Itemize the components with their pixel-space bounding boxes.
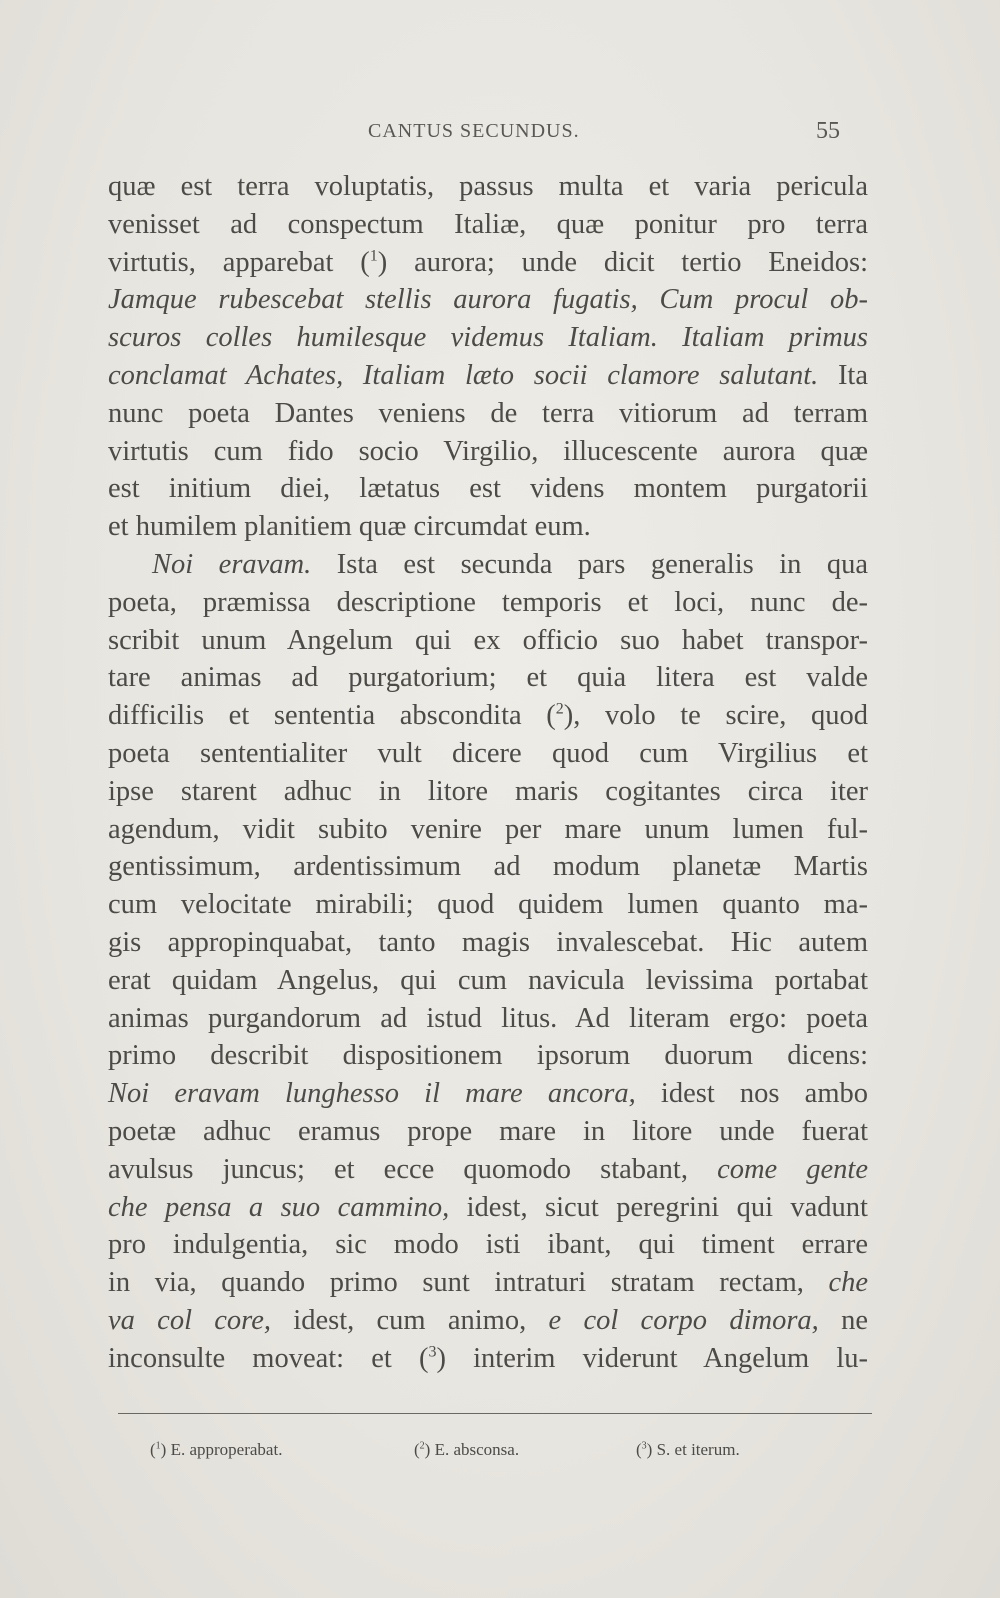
- text-line: [108, 546, 868, 584]
- text-line: [108, 924, 868, 962]
- text-segment: poeta, præmissa descriptione temporis et loci, nunc de-: [108, 586, 868, 618]
- text-line: [108, 281, 868, 319]
- text-segment: inconsulte moveat: et (: [108, 1342, 429, 1374]
- text-line: [108, 697, 868, 735]
- text-line: [108, 1000, 868, 1038]
- text-line: [108, 470, 868, 508]
- body-text: [108, 168, 868, 1378]
- text-segment: animas purgandorum ad istud litus. Ad literam ergo: poeta: [108, 1002, 868, 1034]
- footnote-1: ($^1$) E. approperabat.: [150, 1440, 283, 1459]
- italic-quote: Noi eravam.: [152, 548, 312, 580]
- text-line: [108, 811, 868, 849]
- text-segment: cum velocitate mirabili; quod quidem lumen quanto ma-: [108, 889, 868, 921]
- text-segment: ) aurora; unde dicit tertio Eneidos:: [377, 246, 869, 278]
- italic-quote: Noi eravam lunghesso il mare ancora,: [108, 1078, 636, 1110]
- text-line: [108, 584, 868, 622]
- text-segment: idest nos ambo: [635, 1078, 868, 1110]
- text-segment: ipse starent adhuc in litore maris cogitantes circa iter: [108, 775, 868, 807]
- italic-quote: scuros colles humilesque videmus Italiam. Italiam primus: [108, 322, 868, 354]
- text-line: [108, 357, 868, 395]
- italic-quote: che pensa a suo cammino,: [108, 1191, 450, 1223]
- footnote-3: ($^3$) S. et iterum.: [636, 1440, 740, 1459]
- footnote-marker: 2: [555, 700, 564, 718]
- text-segment: Ista est secunda pars generalis in qua: [311, 548, 869, 580]
- text-line: [108, 244, 868, 282]
- footnote-rule: [118, 1413, 872, 1414]
- text-line: [108, 206, 868, 244]
- text-segment: in via, quando primo sunt intraturi stratam rectam,: [108, 1267, 829, 1299]
- text-line: [108, 1264, 868, 1302]
- text-segment: Ita: [818, 359, 868, 391]
- text-segment: idest, sicut peregrini qui vadunt: [449, 1191, 868, 1223]
- italic-quote: come gente: [717, 1153, 869, 1185]
- text-line: [108, 508, 868, 546]
- text-line: [108, 659, 868, 697]
- footnote-text: S. et iterum.: [656, 1440, 740, 1459]
- text-line: [108, 1226, 868, 1264]
- text-line: [108, 1151, 868, 1189]
- footnote-marker: 3: [428, 1343, 437, 1361]
- text-segment: erat quidam Angelus, qui cum navicula levissima portabat: [108, 964, 868, 996]
- text-segment: primo describit dispositionem ipsorum duorum dicens:: [108, 1040, 868, 1072]
- footnote-2: ($^2$) E. absconsa.: [414, 1440, 520, 1459]
- italic-quote: va col core,: [108, 1304, 271, 1336]
- text-line: [108, 1113, 868, 1151]
- text-segment: quæ est terra voluptatis, passus multa et varia pericula: [108, 171, 868, 202]
- text-line: [108, 168, 868, 206]
- text-line: [108, 622, 868, 660]
- text-segment: venisset ad conspectum Italiæ, quæ ponitur pro terra: [108, 208, 868, 240]
- text-segment: pro indulgentia, sic modo isti ibant, qui timent errare: [108, 1229, 868, 1261]
- text-segment: ne: [818, 1304, 868, 1336]
- text-segment: est initium diei, lætatus est videns montem purgatorii: [108, 473, 868, 505]
- running-title: CANTUS SECUNDUS.: [368, 120, 580, 142]
- text-line: [108, 1075, 868, 1113]
- italic-quote: e col corpo dimora,: [548, 1304, 819, 1336]
- text-segment: difficilis et sententia abscondita (: [108, 700, 556, 732]
- text-segment: virtutis cum fido socio Virgilio, illucescente aurora quæ: [108, 435, 868, 467]
- footnote-text: E. approperabat.: [170, 1440, 283, 1459]
- footnote-marker: 1: [369, 247, 378, 265]
- text-segment: scribit unum Angelum qui ex officio suo habet transpor-: [108, 624, 868, 656]
- text-segment: gentissimum, ardentissimum ad modum planetæ Martis: [108, 851, 868, 883]
- text-segment: gis appropinquabat, tanto magis invalescebat. Hic autem: [108, 926, 868, 958]
- footnote-number: 2: [419, 1440, 425, 1452]
- text-segment: ), volo te scire, quod: [563, 700, 868, 732]
- text-segment: tare animas ad purgatorium; et quia litera est valde: [108, 662, 868, 694]
- text-segment: nunc poeta Dantes veniens de terra vitiorum ad terram: [108, 397, 868, 429]
- text-segment: virtutis, apparebat (: [108, 246, 370, 278]
- page-number: 55: [816, 118, 840, 144]
- text-segment: idest, cum animo,: [271, 1304, 549, 1336]
- italic-quote: Jamque rubescebat stellis aurora fugatis, Cum procul ob-: [108, 284, 868, 316]
- footnote-number: 3: [641, 1440, 647, 1452]
- italic-quote: che: [828, 1267, 868, 1299]
- text-line: [108, 848, 868, 886]
- text-line: [108, 395, 868, 433]
- text-line: [108, 319, 868, 357]
- footnote-text: E. absconsa.: [434, 1440, 520, 1459]
- text-segment: agendum, vidit subito venire per mare unum lumen ful-: [108, 813, 868, 845]
- text-segment: poeta sententialiter vult dicere quod cum Virgilius et: [108, 737, 868, 769]
- text-line: [108, 433, 868, 471]
- text-line: [108, 962, 868, 1000]
- text-line: [108, 1037, 868, 1075]
- text-line: [108, 1189, 868, 1227]
- text-segment: et humilem planitiem quæ circumdat eum.: [108, 511, 591, 543]
- text-segment: poetæ adhuc eramus prope mare in litore unde fuerat: [108, 1115, 868, 1147]
- text-segment: ) interim viderunt Angelum lu-: [436, 1342, 869, 1374]
- text-line: [108, 1340, 868, 1378]
- text-segment: avulsus juncus; et ecce quomodo stabant,: [108, 1153, 718, 1185]
- footnote-number: 1: [155, 1440, 161, 1452]
- text-line: [108, 1302, 868, 1340]
- text-line: [108, 735, 868, 773]
- text-line: [108, 773, 868, 811]
- italic-quote: conclamat Achates, Italiam læto socii clamore salutant.: [108, 359, 819, 391]
- text-line: [108, 886, 868, 924]
